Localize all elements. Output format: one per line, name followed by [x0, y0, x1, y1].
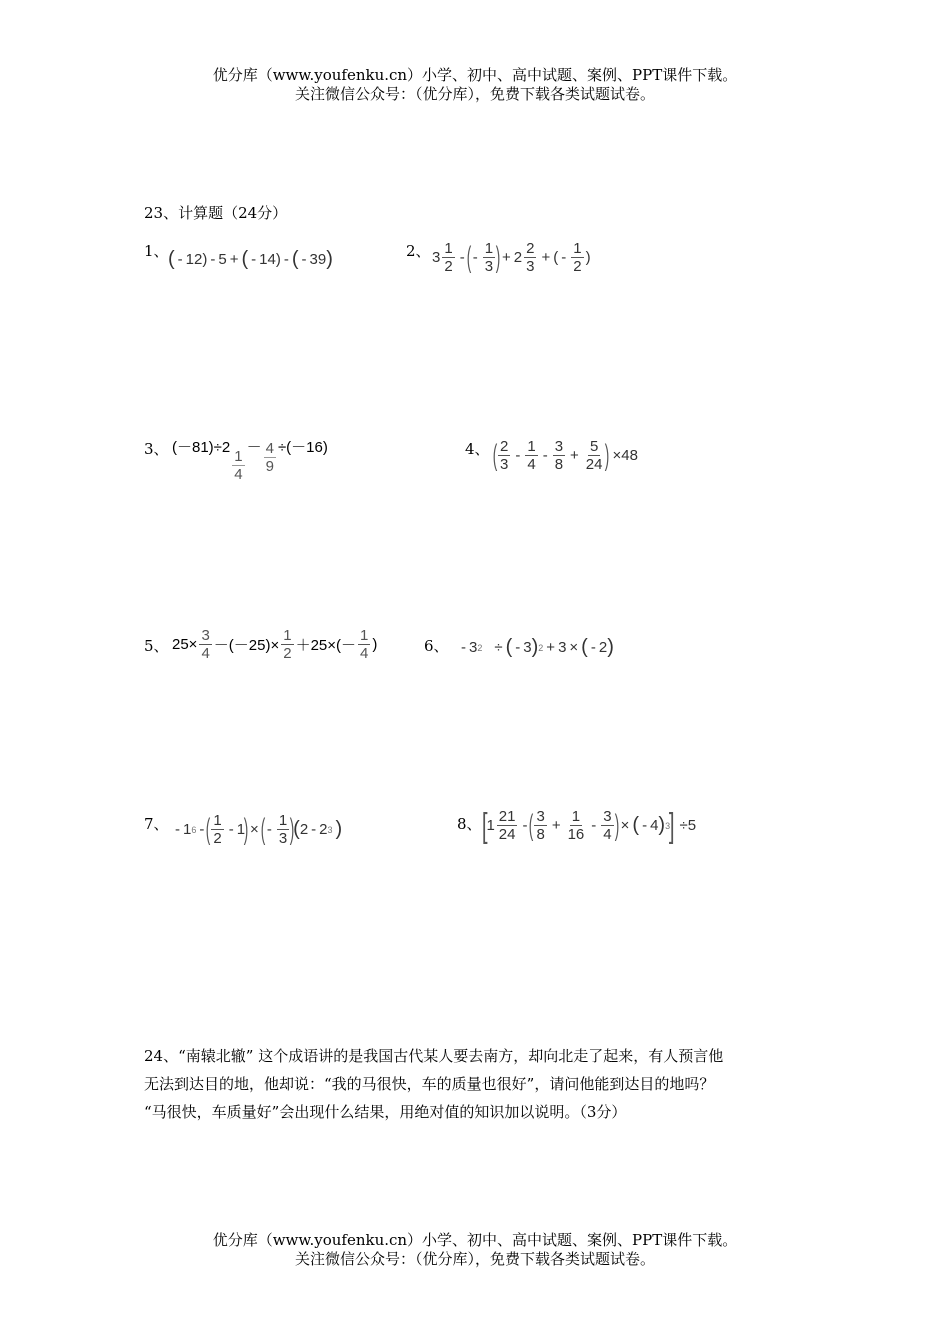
problem-4-label: 4、 — [465, 440, 490, 458]
q24-line-2: 无法到达目的地，他却说：“我的马很快，车的质量也很好”，请问他能到达目的地吗？ — [144, 1075, 715, 1093]
problem-8-label: 8、 — [457, 815, 482, 833]
footer-line-1: 优分库（www.youfenku.cn）小学、初中、高中试题、案例、PPT课件下载。 — [212, 1231, 738, 1249]
q24-line-1: 24、“南辕北辙” 这个成语讲的是我国古代某人要去南方，却向北走了起来，有人预言他 — [144, 1047, 724, 1065]
fraction: $\frac{1}{3}$ — [484, 240, 494, 275]
header-line-1: 优分库（www.youfenku.cn）小学、初中、高中试题、案例、PPT课件下载。 — [212, 66, 738, 84]
problem-5-expression: 25× $\frac{3}{4}$ －(－25)× $\frac{1}{2}$ ＋25×(－ $\frac{1}{4}$ ) — [172, 627, 378, 662]
problem-3-label: 3、 — [144, 440, 169, 458]
problem-2-label: 2、 — [406, 242, 431, 260]
q23-title: 23、计算题（24分） — [144, 204, 288, 222]
fraction: $\frac{1}{2}$ — [573, 240, 582, 275]
problem-7-label: 7、 — [144, 815, 169, 833]
q24-line-3: “马很快，车质量好”会出现什么结果，用绝对值的知识加以说明。（3分） — [144, 1103, 627, 1121]
problem-8-expression: [ 1 $\frac{21}{24}$ - ( $\frac{3}{8}$ + $\frac{1}{16}$ - $\frac{3}{4}$ ) × ( - 4 ) 3 ] ÷5 — [481, 806, 697, 845]
fraction: $\frac{2}{3}$ — [526, 240, 535, 275]
fraction: $\frac{1}{2}$ — [444, 240, 453, 275]
problem-4-expression: ( $\frac{2}{3}$ - $\frac{1}{4}$ - $\frac{3}{8}$ + $\frac{5}{24}$ ) ×48 — [492, 438, 638, 473]
problem-6-label: 6、 — [424, 637, 449, 655]
problem-2-expression: 3 $\frac{1}{2}$ - ( - $\frac{1}{3}$ ) + 2 $\frac{2}{3}$ + ( - $\frac{1}{2}$ ) — [432, 240, 591, 275]
footer-line-2: 关注微信公众号：（优分库），免费下载各类试题试卷。 — [294, 1250, 655, 1268]
problem-5-label: 5、 — [144, 637, 169, 655]
q24-text — [144, 1042, 824, 1126]
problem-7-expression: - 1 6 - ( $\frac{1}{2}$ - 1 ) × ( - $\frac{1}{3}$ ) ( 2 - 2 3 ) — [175, 812, 343, 847]
problem-1-expression: ( - 12 ) - 5 + ( - 14 ) - ( - 39 ) — [168, 248, 333, 270]
problem-6-expression: - 3 2 ÷ ( - 3 ) 2 + 3 × ( - 2 ) — [461, 636, 614, 658]
problem-3-expression: (－81)÷2 $\frac{1}{4}$ － $\frac{4}{9}$ ÷(－16) — [172, 439, 328, 483]
header-line-2: 关注微信公众号：（优分库），免费下载各类试题试卷。 — [294, 85, 655, 103]
problem-1-label: 1、 — [144, 242, 169, 260]
